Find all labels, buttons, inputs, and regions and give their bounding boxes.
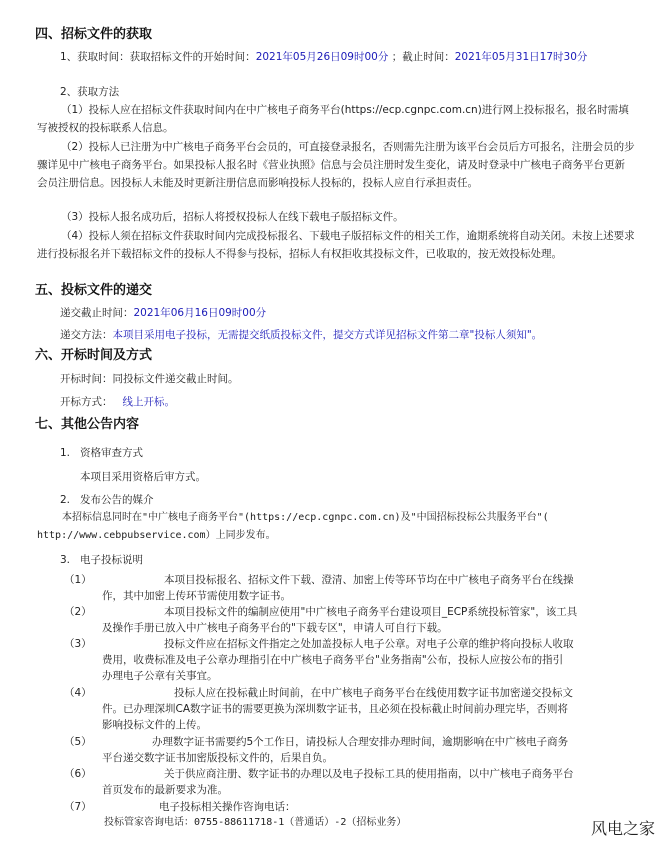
- item-1-heading: [60, 444, 143, 462]
- item-2-text-b: http://www.cebpubservice.com）上同步发布。: [37, 530, 276, 541]
- e7-text-a: 电子投标相关操作咨询电话：: [159, 801, 296, 813]
- e5-num: （5）: [64, 736, 92, 748]
- item-3-title: 电子投标说明: [80, 554, 144, 566]
- item-3-num: 3.: [60, 554, 71, 566]
- e1-num: （1）: [64, 574, 92, 586]
- e7-text-b: 投标管家咨询电话：0755-88611718-1（普通话）-2（招标业务）: [104, 817, 407, 828]
- acquire-time-label: 1、获取时间：获取招标文件的开始时间：: [60, 51, 256, 63]
- e7-num: （7）: [64, 801, 92, 813]
- e3-text-a: 投标文件应在招标文件指定之处加盖投标人电子公章。对电子公章的维护将向投标人收取: [164, 638, 574, 650]
- item-2-heading: [60, 491, 154, 509]
- item-2-title: 发布公告的媒介: [80, 494, 154, 506]
- e2-text-b: 及操作手册已放入中广核电子商务平台的"下载专区"，申请人可自行下载。: [102, 622, 448, 634]
- section-4-title: 四、招标文件的获取: [35, 27, 153, 42]
- submit-method-label: 递交方法：: [60, 329, 113, 341]
- acquire-end-time: 2021年05月31日17时30分: [454, 51, 588, 63]
- separator: ；: [391, 51, 403, 63]
- e6-num: （6）: [64, 768, 92, 780]
- e6-text-b: 首页发布的最新要求为准。: [102, 784, 228, 796]
- e4-text-c: 影响投标文件的上传。: [102, 719, 207, 731]
- method-title: 2、获取方法: [60, 86, 120, 98]
- e2-text-a: 本项目投标文件的编制应使用"中广核电子商务平台建设项目_ECP系统投标管家"，该工具: [164, 606, 578, 618]
- section-5-title: 五、投标文件的递交: [35, 283, 153, 298]
- acquire-time-line: [60, 48, 587, 66]
- item-2-num: 2.: [60, 494, 71, 506]
- e2-num: （2）: [64, 606, 92, 618]
- e4-text-a: 投标人应在投标截止时间前，在中广核电子商务平台在线使用数字证书加密递交投标文: [174, 687, 573, 699]
- e3-num: （3）: [64, 638, 92, 650]
- method-para-2: （2）投标人已注册为中广核电子商务平台会员的，可直接登录报名，否则需先注册为该平台会员后方可报名，注册会员的步骤详见中广核电子商务平台。如果投标人报名时《营业执照》信息与会员注册时发生变化，请及时登录中广核电子商务平台更新会员注册信息。因投标人未能及时更新注册信息而影响投标人投标的，投标人应自行承担责任。: [37, 141, 635, 189]
- end-label: 截止时间：: [402, 51, 455, 63]
- acquire-start-time: 2021年05月26日09时00分: [255, 51, 389, 63]
- e4-num: （4）: [64, 687, 92, 699]
- opening-mode-value: 线上开标。: [122, 396, 176, 408]
- e5-text-a: 办理数字证书需要约5个工作日，请投标人合理安排办理时间，逾期影响在中广核电子商务: [152, 736, 569, 748]
- deadline-value: 2021年06月16日09时00分: [133, 307, 267, 319]
- submit-method-line: [60, 326, 542, 344]
- item-3-heading: [60, 551, 143, 569]
- submit-method-value: 本项目采用电子投标，无需提交纸质投标文件，提交方式详见招标文件第二章"投标人须知"。: [112, 329, 543, 341]
- item-2-text-a: 本招标信息同时在"中广核电子商务平台"(https://ecp.cgnpc.com.cn)及"中国招标投标公共服务平台"(: [62, 512, 549, 523]
- e5-text-b: 平台递交数字证书加密版投标文件的，后果自负。: [102, 752, 333, 764]
- opening-mode-label: 开标方式：: [60, 396, 113, 408]
- section-7-title: 七、其他公告内容: [35, 417, 140, 432]
- e6-text-a: 关于供应商注册、数字证书的办理以及电子投标工具的使用指南，以中广核电子商务平台: [164, 768, 574, 780]
- watermark: 风电之家: [590, 819, 655, 838]
- e1-text-b: 作，其中加密上传环节需使用数字证书。: [102, 590, 291, 602]
- method-para-1: （1）投标人应在招标文件获取时间内在中广核电子商务平台(https://ecp.cgnpc.com.cn)进行网上投标报名，报名时需填写被授权的投标联系人信息。: [37, 104, 629, 134]
- e1-text-a: 本项目投标报名、招标文件下载、澄清、加密上传等环节均在中广核电子商务平台在线操: [164, 574, 574, 586]
- section-6-title: 六、开标时间及方式: [35, 348, 153, 363]
- e4-text-b: 件。已办理深圳CA数字证书的需要更换为深圳数字证书，且必须在投标截止时间前办理完毕，否则将: [102, 703, 569, 715]
- deadline-label: 递交截止时间：: [60, 307, 134, 319]
- e3-text-b: 费用，收费标准及电子公章办理指引在中广核电子商务平台"业务指南"公布，投标人应按公布的指引: [102, 654, 564, 666]
- method-para-3: （3）投标人报名成功后，招标人将授权投标人在线下载电子版招标文件。: [61, 211, 404, 223]
- item-1-num: 1.: [60, 447, 71, 459]
- e3-text-c: 办理电子公章有关事宜。: [102, 670, 218, 682]
- deadline-line: [60, 304, 266, 322]
- opening-time: 开标时间：同投标文件递交截止时间。: [60, 373, 239, 385]
- opening-mode-line: [60, 393, 175, 411]
- method-para-4: （4）投标人须在招标文件获取时间内完成投标报名、下载电子版招标文件的相关工作，逾期系统将自动关闭。未按上述要求进行投标报名并下载招标文件的投标人不得参与投标，招标人有权拒收其投标文件，已收取的，按无效投标处理。: [37, 230, 635, 260]
- item-1-text: 本项目采用资格后审方式。: [80, 471, 206, 483]
- item-1-title: 资格审查方式: [80, 447, 144, 459]
